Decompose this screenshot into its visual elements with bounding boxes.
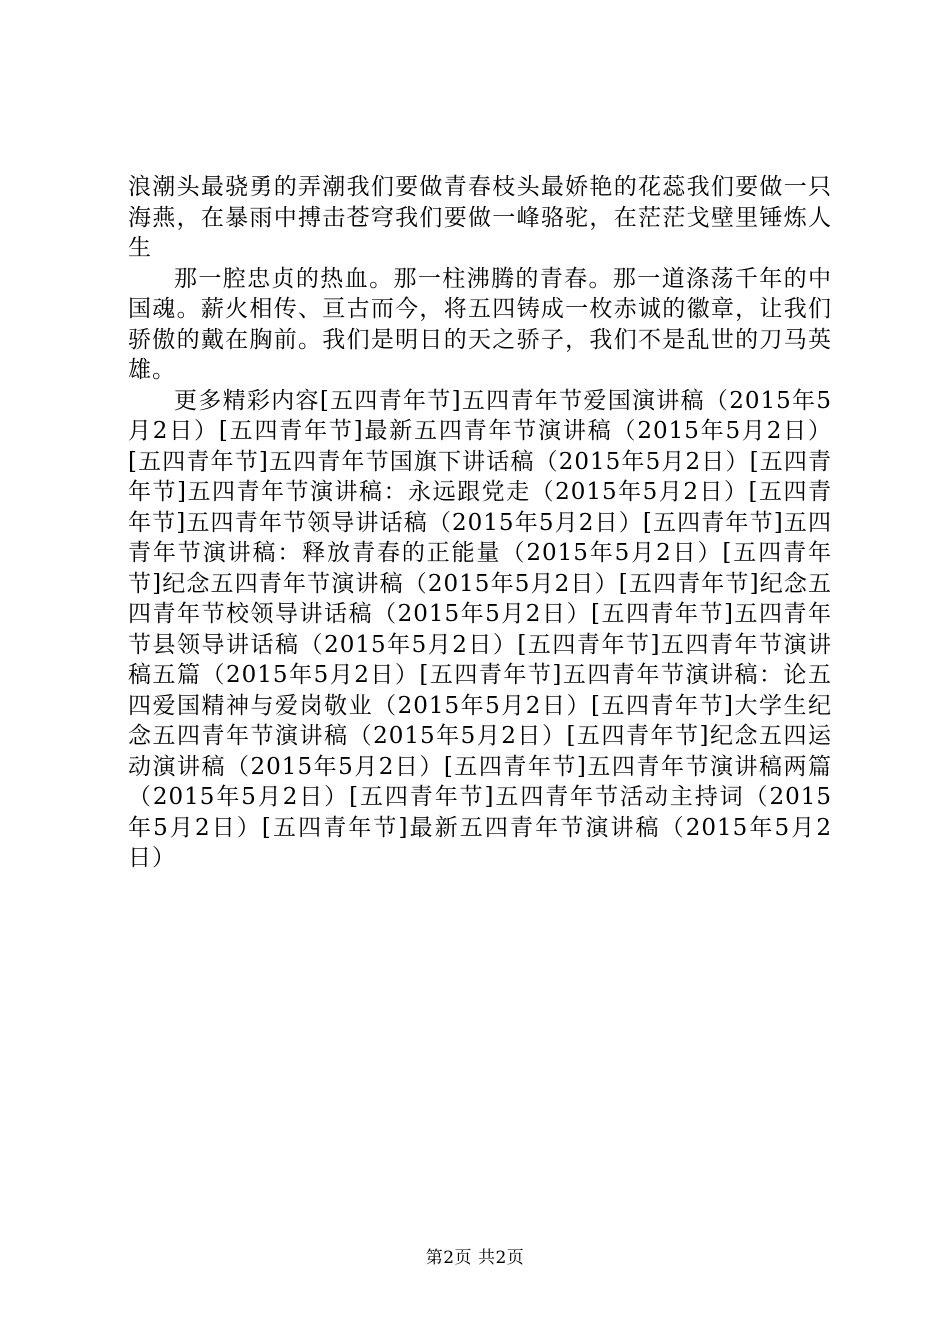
- page-number-footer: 第2页 共2页: [425, 1248, 525, 1268]
- document-body: [128, 172, 832, 874]
- paragraph-1: 浪潮头最骁勇的弄潮我们要做青春枝头最娇艳的花蕊我们要做一只海燕，在暴雨中搏击苍穹我们要做一峰骆驼，在茫茫戈壁里锤炼人生: [128, 174, 832, 261]
- paragraph-2: 那一腔忠贞的热血。那一柱沸腾的青春。那一道涤荡千年的中国魂。薪火相传、亘古而今，将五四铸成一枚赤诚的徽章，让我们骄傲的戴在胸前。我们是明日的天之骄子，我们不是乱世的刀马英雄。: [128, 265, 832, 383]
- paragraph-more-content: 更多精彩内容[五四青年节]五四青年节爱国演讲稿（2015年5月2日）[五四青年节]最新五四青年节演讲稿（2015年5月2日）[五四青年节]五四青年节国旗下讲话稿（2015年5月2日）[五四青年节]五四青年节演讲稿：永远跟党走（2015年5月2日）[五四青年节]五四青年节领导讲话稿（2015年5月2日）[五四青年节]五四青年节演讲稿：释放青春的正能量（2015年5月2日）[五四青年节]纪念五四青年节演讲稿（2015年5月2日）[五四青年节]纪念五四青年节校领导讲话稿（2015年5月2日）[五四青年节]五四青年节县领导讲话稿（2015年5月2日）[五四青年节]五四青年节演讲稿五篇（2015年5月2日）[五四青年节]五四青年节演讲稿：论五四爱国精神与爱岗敬业（2015年5月2日）[五四青年节]大学生纪念五四青年节演讲稿（2015年5月2日）[五四青年节]纪念五四运动演讲稿（2015年5月2日）[五四青年节]五四青年节演讲稿两篇（2015年5月2日）[五四青年节]五四青年节活动主持词（2015年5月2日）[五四青年节]最新五四青年节演讲稿（2015年5月2日）: [128, 387, 832, 871]
